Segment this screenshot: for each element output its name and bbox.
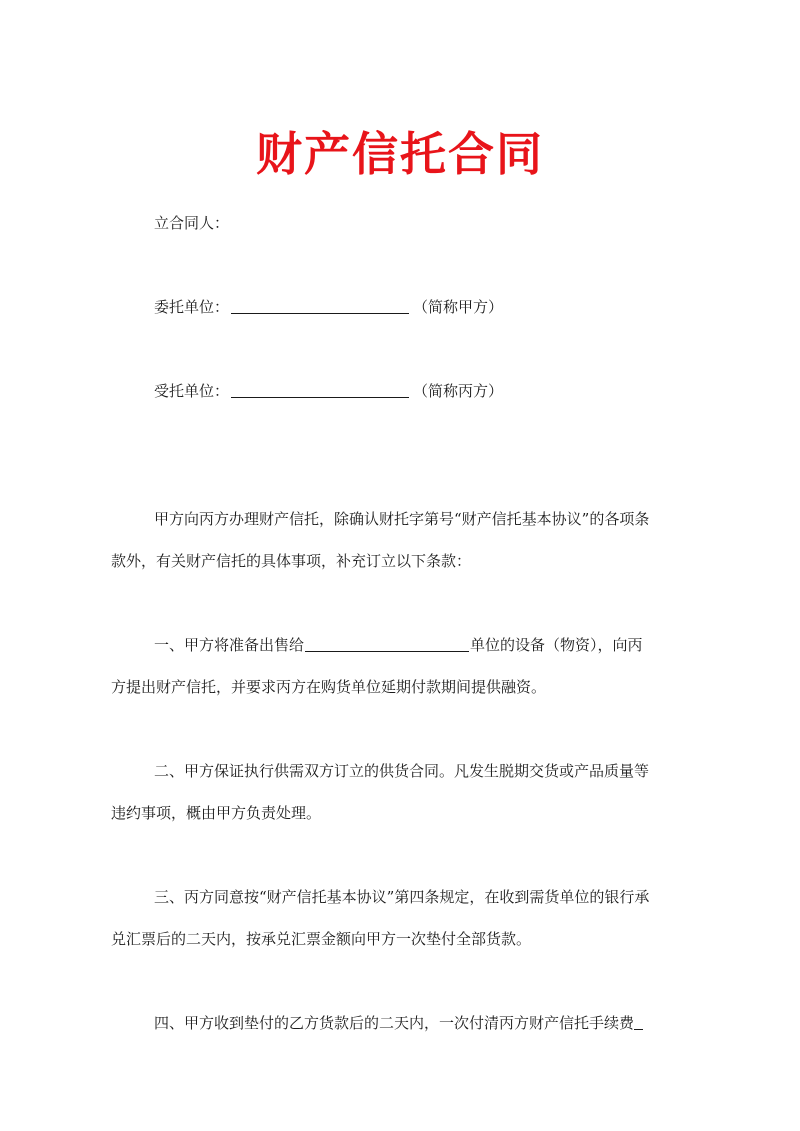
buyer-unit-blank — [305, 635, 469, 652]
clause-4-line-1 — [154, 1012, 643, 1034]
clause-3-line-1: 三、丙方同意按“财产信托基本协议”第四条规定，在收到需货单位的银行承 — [154, 888, 650, 906]
trustee-label: 受托单位： — [154, 382, 230, 400]
clause-1-line-1 — [154, 634, 643, 656]
clause-1-line-2: 方提出财产信托，并要求丙方在购货单位延期付款期间提供融资。 — [111, 678, 547, 696]
trustee-line — [154, 380, 503, 402]
trustor-suffix: （简称甲方） — [413, 298, 504, 316]
trustee-name-blank — [231, 381, 409, 398]
clause-1-before-blank: 一、甲方将准备出售给 — [154, 636, 305, 654]
fee-blank — [634, 1013, 643, 1030]
parties-heading: 立合同人： — [154, 214, 230, 232]
clause-2-line-2: 违约事项，概由甲方负责处理。 — [111, 804, 322, 822]
intro-line-1: 甲方向丙方办理财产信托，除确认财托字第号“财产信托基本协议”的各项条 — [154, 510, 650, 528]
trustor-label: 委托单位： — [154, 298, 230, 316]
trustor-line — [154, 296, 503, 318]
trustee-suffix: （简称丙方） — [413, 382, 504, 400]
clause-3-line-2: 兑汇票后的二天内，按承兑汇票金额向甲方一次垫付全部货款。 — [111, 930, 532, 948]
clause-1-after-blank: 单位的设备（物资），向丙 — [470, 636, 643, 654]
clause-4-text: 四、甲方收到垫付的乙方货款后的二天内，一次付清丙方财产信托手续费 — [154, 1014, 635, 1032]
document-title: 财产信托合同 — [256, 127, 544, 181]
clause-2-line-1: 二、甲方保证执行供需双方订立的供货合同。凡发生脱期交货或产品质量等 — [154, 762, 650, 780]
intro-line-2: 款外，有关财产信托的具体事项，补充订立以下条款： — [111, 552, 472, 570]
trustor-name-blank — [231, 297, 409, 314]
